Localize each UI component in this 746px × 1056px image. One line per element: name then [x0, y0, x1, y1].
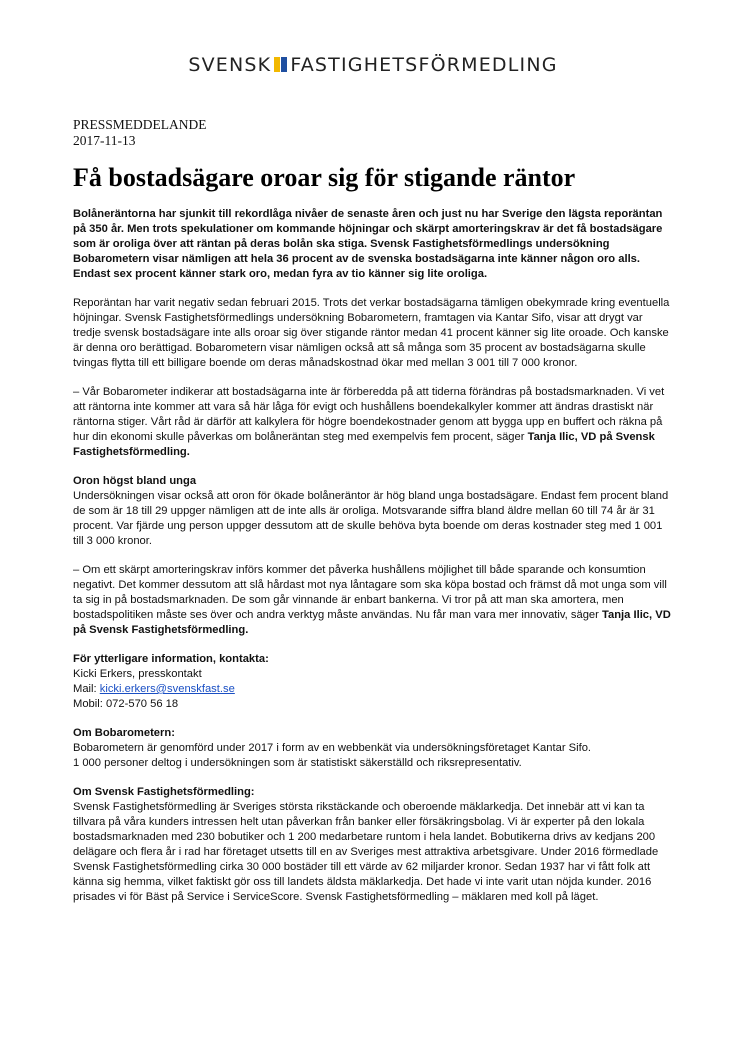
about-barometer-line-1: Bobarometern är genomförd under 2017 i form av en webbenkät via undersökningsföretaget Kantar Sifo.: [73, 742, 592, 754]
contact-phone: Mobil: 072-570 56 18: [73, 698, 179, 710]
quote-paragraph-1: [73, 385, 673, 460]
about-barometer-block: [73, 726, 673, 771]
section-body: Undersökningen visar också att oron för ökade bolåneräntor är hög bland unga bostadsägare. Endast fem procent bland de som är 18 till 29 uppger nämligen att de inte alls är oroliga. Motsvarande siffra bland äldre mellan 60 till 74 år är 31 procent. Var fjärde ung person uppger dessutom att de skulle behöva byta boende om deras kostnader steg med 1 001 till 3 000 kronor.: [73, 490, 669, 547]
swedish-flag-icon: [274, 57, 287, 72]
about-barometer-line-2: 1 000 personer deltog i undersökningen som är statistiskt säkerställd och riksrepresentativ.: [73, 757, 522, 769]
contact-block: [73, 652, 673, 712]
doc-type-label: PRESSMEDDELANDE: [73, 117, 207, 132]
lead-paragraph: Bolåneräntorna har sjunkit till rekordlåga nivåer de senaste åren och just nu har Sverige den lägsta reporäntan på 350 år. Men trots spekulationer om kommande höjningar och skärpt amorteringskrav är det få bostadsägare som är oroliga över att räntan på deras bolån ska stiga. Svensk Fastighetsförmedlings undersökning Bobarometern visar nämligen att hela 36 procent av de svenska bostadsägarna inte känner någon oro alls. Endast sex procent känner stark oro, medan fyra av tio känner sig lite oroliga.: [73, 208, 663, 280]
quote-speaker: Tanja Ilic, VD på Svensk Fastighetsförmedling.: [73, 431, 655, 458]
mail-label: Mail:: [73, 683, 100, 695]
about-company-block: [73, 785, 673, 905]
body-paragraph-1: Reporäntan har varit negativ sedan februari 2015. Trots det verkar bostadsägarna tämligen obekymrade kring eventuella höjningar. Svensk Fastighetsförmedlings undersökning Bobarometern, framtagen via Kantar Sifo, visar att drygt var tredje svensk bostadsägare inte alls oroar sig över stigande räntor medan 41 procent känner sig lite oroade. Och kanske är denna oro berättigad. Bobarometern visar nämligen också att så många som 35 procent av bostadsägarna skulle tvingas flytta till ett billigare boende om deras månadskostnad ökar med mellan 3 001 till 7 000 kronor.: [73, 297, 670, 369]
document-body: [73, 117, 673, 919]
company-logo: [0, 54, 746, 76]
section-title: Oron högst bland unga: [73, 475, 197, 487]
contact-mail-row: [73, 682, 673, 697]
about-company-title: Om Svensk Fastighetsförmedling:: [73, 786, 255, 798]
contact-email-link[interactable]: kicki.erkers@svenskfast.se: [99, 683, 235, 695]
quote-paragraph-2: [73, 563, 673, 638]
contact-name: Kicki Erkers, presskontakt: [73, 668, 202, 680]
about-company-body: Svensk Fastighetsförmedling är Sveriges största rikstäckande och oberoende mäklarkedja. Det innebär att vi kan ta tillvara på våra kunders intressen helt utan påverkan från banker eller försäkringsbolag. Vi är experter på den lokala bostadsmarknaden med 230 bobutiker och 1 200 medarbetare runtom i hela landet. Bobutikerna drivs av kedjans 200 delägare och flera år i rad har företaget utsetts till en av Sveriges mest attraktiva arbetsgivare. Under 2016 förmedlade Svensk Fastighetsförmedling cirka 30 000 bostäder till ett värde av 62 miljarder kronor. Sedan 1937 har vi fått folk att känna sig hemma, vilket faktiskt gör oss till landets äldsta mäklarkedja. Det hade vi inte varit utan nöjda kunder. 2016 prisades vi för Bäst på Service i ServiceScore. Svensk Fastighetsförmedling – mäklaren med koll på läget.: [73, 801, 659, 903]
section-young-owners: [73, 474, 673, 549]
logo-text-right: FASTIGHETSFÖRMEDLING: [290, 54, 558, 76]
contact-title: För ytterligare information, kontakta:: [73, 653, 269, 665]
publish-date: 2017-11-13: [73, 133, 136, 148]
quote-text: – Om ett skärpt amorteringskrav införs kommer det påverka hushållens möjlighet till både sparande och konsumtion negativt. Det kommer dessutom att slå hårdast mot nya låntagare som ska köpa bostad och främst då mot unga som vill ta sig in på bostadsmarknaden. De som går vinnande är enbart bankerna. Vi tror på att man ska amortera, men bostadspolitiken måste ses över och andra verktyg måste användas. Nu får man vara mer innovativ, säger: [73, 564, 667, 621]
quote-speaker: Tanja Ilic, VD på Svensk Fastighetsförmedling.: [73, 609, 671, 636]
about-barometer-title: Om Bobarometern:: [73, 727, 175, 739]
logo-text-left: SVENSK: [188, 54, 272, 76]
quote-text: – Vår Bobarometer indikerar att bostadsägarna inte är förberedda på att tiderna förändras på bostadsmarknaden. Vi vet att räntorna inte kommer att vara så här låga för evigt och hushållens boendekalkyler kommer att ändras drastiskt när räntorna stiger. Vårt råd är därför att kalkylera för högre boendekostnader genom att bygga upp en buffert och räkna på hur din ekonomi skulle påverkas om bolåneräntan steg med exempelvis fem procent, säger: [73, 386, 665, 443]
headline: Få bostadsägare oroar sig för stigande räntor: [73, 163, 576, 192]
